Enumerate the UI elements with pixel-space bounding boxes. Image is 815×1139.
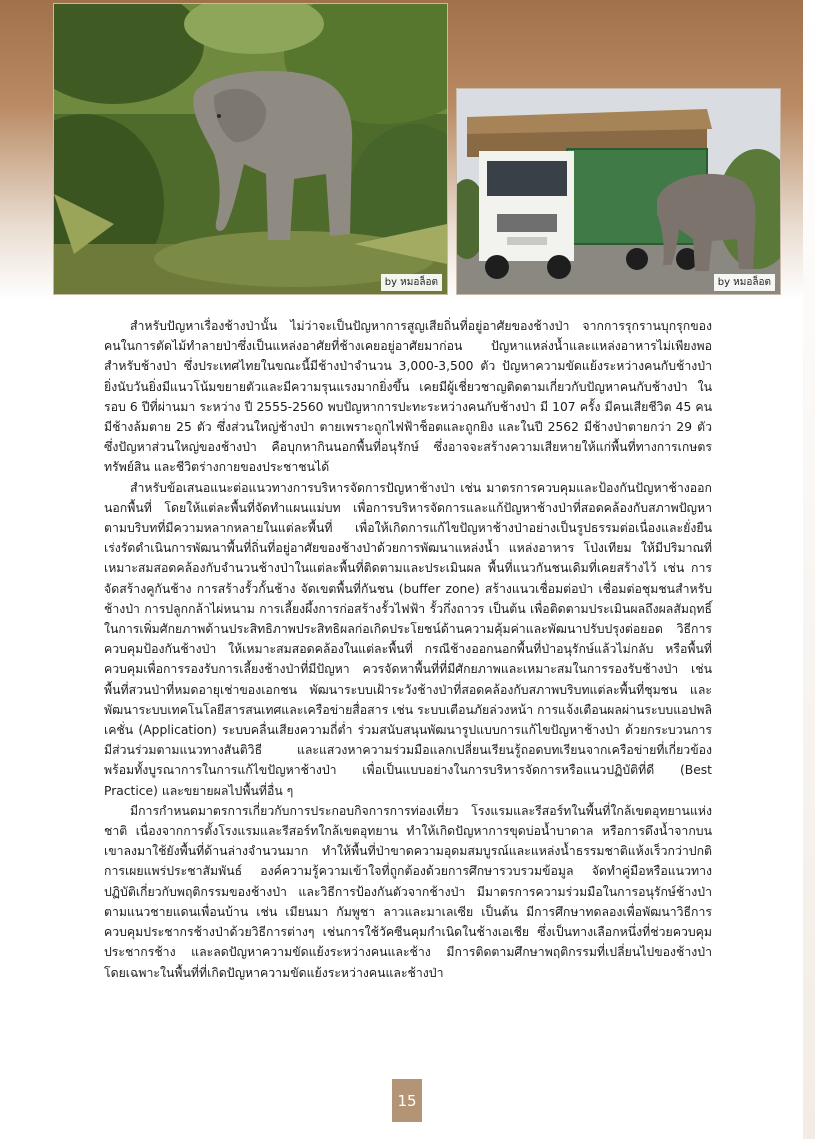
page-edge (803, 0, 815, 1139)
photo-credit: by หมอล็อต (714, 274, 775, 291)
article-body (104, 316, 712, 983)
elephant-forest-photo (53, 3, 448, 295)
paragraph: สำหรับข้อเสนอแนะต่อแนวทางการบริหารจัดการปัญหาช้างป่า เช่น มาตรการควบคุมและป้องกันปัญหาช้างออกนอกพื้นที่ โดยให้แต่ละพื้นที่จัดทำแผนแม่บท เพื่อการบริหารจัดการและแก้ปัญหาช้างป่าที่สอดคล้องกับสภาพปัญหาตามบริบทที่มีความหลากหลายในแต่ละพื้นที่ เพื่อให้เกิดการแก้ไขปัญหาช้างป่าอย่างเป็นรูปธรรมต่อเนื่องและยั่งยืนเร่งรัดดำเนินการพัฒนาพื้นที่ถิ่นที่อยู่อาศัยของช้างป่าด้วยการพัฒนาแหล่งน้ำ แหล่งอาหาร โป่งเทียม ให้มีปริมาณที่เหมาะสมสอดคล้องกับจำนวนช้างป่าในแต่ละพื้นที่ติดตามและประเมินผล พื้นที่แนวกันชนเดิมที่เคยสร้างไว้ เช่น การจัดสร้างคูกันช้าง การสร้างรั้วกั้นช้าง จัดเขตพื้นที่กันชน (buffer zone) สร้างแนวเชื่อมต่อป่า เชื่อมต่อชุมชนสำหรับช้างป่า การปลูกกล้าไผ่หนาม การเลี้ยงผึ้งการก่อสร้างรั้วไฟฟ้า รั้วกึ่งถาวร เป็นต้น เพื่อติดตามประเมินผลถึงผลสัมฤทธิ์ในการเพิ่มศักยภาพด้านประสิทธิภาพประสิทธิผลก่อเกิดประโยชน์ด้านความคุ้มค่าและพัฒนาปรับปรุงต่อยอด วิธีการควบคุมป้องกันช้างป่า ให้เหมาะสมสอดคล้องในแต่ละพื้นที่ กรณีช้างออกนอกพื้นที่ป่าอนุรักษ์แล้วไม่กลับ หรือพื้นที่ควบคุมเพื่อการรองรับการเลี้ยงช้างป่าที่มีปัญหา ควรจัดหาพื้นที่ที่มีศักยภาพและเหมาะสมในการรองรับช้างป่า เช่นพื้นที่สวนป่าที่หมดอายุเช่าของเอกชน พัฒนาระบบเฝ้าระวังช้างป่าที่สอดคล้องกับสภาพบริบทแต่ละพื้นที่ชุมชน และพัฒนาระบบเทคโนโลยีสารสนเทศและเครือข่ายสื่อสาร เช่น ระบบเตือนภัยล่วงหน้า การแจ้งเตือนผลผ่านระบบแอปพลิเคชั่น (Application) ระบบคลื่นเสียงความถี่ต่ำ ร่วมสนับสนุนพัฒนารูปแบบการแก้ไขปัญหาช้างป่า ด้วยกระบวนการมีส่วนร่วมตามแนวทางสันติวิธี และแสวงหาความร่วมมือแลกเปลี่ยนเรียนรู้ถอดบทเรียนจากเครือข่ายที่เกี่ยวข้อง พร้อมทั้งบูรณาการในการแก้ไขปัญหาช้างป่า เพื่อเป็นแบบอย่างในการบริหารจัดการหรือแนวปฏิบัติที่ดี (Best Practice) และขยายผลไปพื้นที่อื่น ๆ (104, 480, 712, 798)
paragraph: มีการกำหนดมาตรการเกี่ยวกับการประกอบกิจการการท่องเที่ยว โรงแรมและรีสอร์ทในพื้นที่ใกล้เขตอุทยานแห่งชาติ เนื่องจากการตั้งโรงแรมและรีสอร์ทใกล้เขตอุทยาน ทำให้เกิดปัญหาการขุดบ่อน้ำบาดาล หรือการดึงน้ำจากบนเขาลงมาใช้ยังพื้นที่ด้านล่างจำนวนมาก ทำให้พื้นที่ป่าขาดความอุดมสมบูรณ์และแหล่งน้ำธรรมชาติแห้งเร็วกว่าปกติ การเผยแพร่ประชาสัมพันธ์ องค์ความรู้ความเข้าใจที่ถูกต้องด้วยการศึกษารวบรวมข้อมูล จัดทำคู่มือหรือแนวทางปฏิบัติเกี่ยวกับพฤติกรรมของช้างป่า และวิธีการป้องกันตัวจากช้างป่า มีมาตรการความร่วมมือในการอนุรักษ์ช้างป่าตามแนวชายแดนเพื่อนบ้าน เช่น เมียนมา กัมพูชา ลาวและมาเลเซีย เป็นต้น มีการศึกษาทดลองเพื่อพัฒนาวิธีการควบคุมประชากรช้างป่าด้วยวิธีการต่างๆ เช่นการใช้วัคซีนคุมกำเนิดในช้างเอเชีย ซึ่งเป็นทางเลือกหนึ่งที่ช่วยควบคุมประชากรช้าง และลดปัญหาความขัดแย้งระหว่างคนและช้าง มีการติดตามศึกษาพฤติกรรมที่เปลี่ยนไปของช้างป่า โดยเฉพาะในพื้นที่ที่เกิดปัญหาความขัดแย้งระหว่างคนและช้างป่า (104, 803, 712, 980)
page-number-text: 15 (397, 1091, 417, 1110)
paragraph: สำหรับปัญหาเรื่องช้างป่านั้น ไม่ว่าจะเป็นปัญหาการสูญเสียถิ่นที่อยู่อาศัยของช้างป่า จากการรุกรานบุกรุกของคนในการตัดไม้ทำลายป่าซึ่งเป็นแหล่งอาศัยที่ช้างเคยอยู่อาศัยมาก่อน ปัญหาแหล่งน้ำและแหล่งอาหารไม่เพียงพอสำหรับช้างป่า ซึ่งประเทศไทยในขณะนี้มีช้างป่าจำนวน 3,000-3,500 ตัว ปัญหาความขัดแย้งระหว่างคนกับช้างป่า ยิ่งนับวันยิ่งมีแนวโน้มขยายตัวและมีความรุนแรงมากยิ่งขึ้น เคยมีผู้เชี่ยวชาญติดตามเกี่ยวกับปัญหาคนกับช้างป่า ในรอบ 6 ปีที่ผ่านมา ระหว่าง ปี 2555-2560 พบปัญหาการปะทะระหว่างคนกับช้างป่า มี 107 ครั้ง มีคนเสียชีวิต 45 คน มีช้างล้มตาย 25 ตัว ซึ่งส่วนใหญ่ช้างป่า ตายเพราะถูกไฟฟ้าช็อตและถูกยิง และในปี 2562 มีช้างป่าตายกว่า 29 ตัว ซึ่งปัญหาส่วนใหญ่ของช้างป่า คือบุกหากินนอกพื้นที่อนุรักษ์ ซึ่งอาจจะสร้างความเสียหายให้แก่พื้นที่ทางการเกษตร ทรัพย์สิน และชีวิตร่างกายของประชาชนได้ (104, 319, 712, 475)
elephant-sugarcane-truck-photo (456, 88, 781, 295)
photo-credit: by หมอล็อต (381, 274, 442, 291)
elephant-truck-illustration (457, 89, 780, 294)
elephant-forest-illustration (54, 4, 447, 294)
page-number (392, 1079, 422, 1122)
